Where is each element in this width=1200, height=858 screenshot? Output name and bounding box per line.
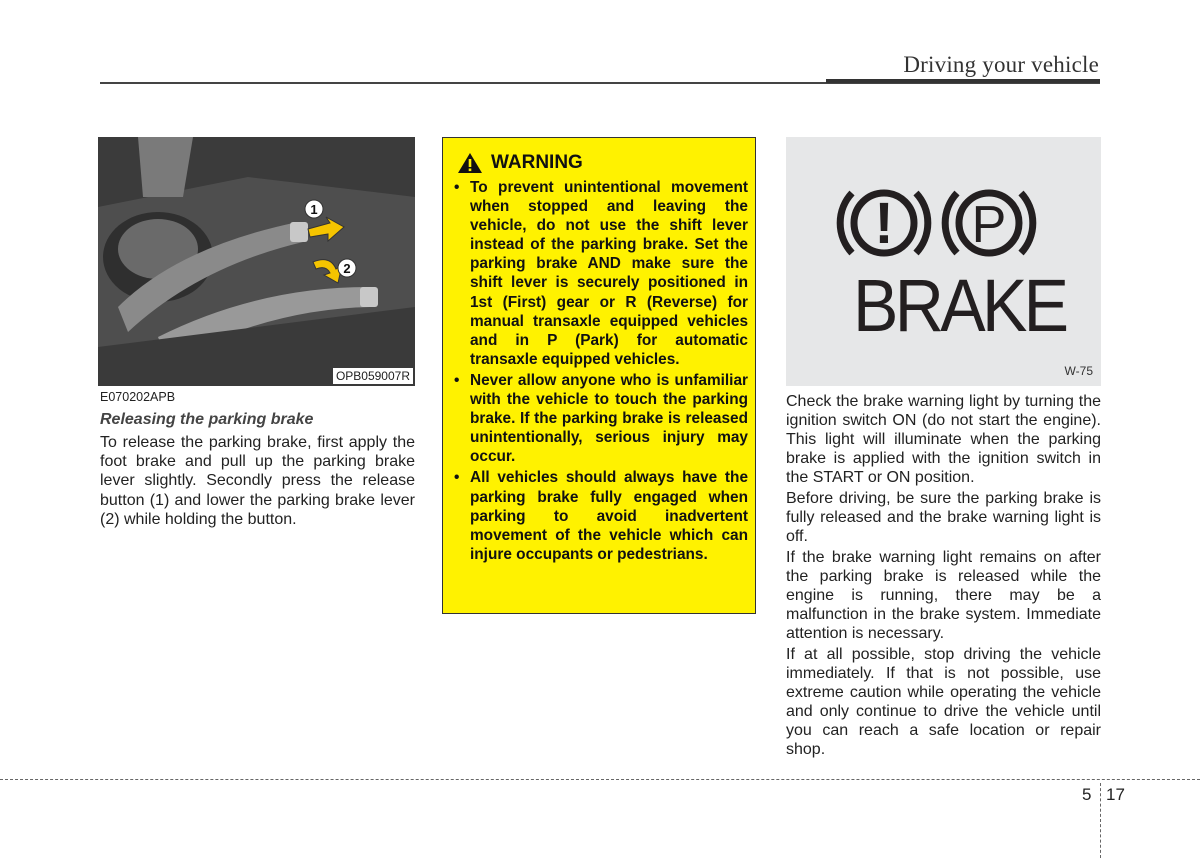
brake-warning-light-panel <box>786 137 1101 386</box>
paragraph: If the brake warning light remains on after the parking brake is released while the engine is running, there may be a malfunction in the brake system. Immediate attention is necessary. <box>786 549 1101 642</box>
warning-item <box>452 371 748 466</box>
section-subheading: Releasing the parking brake <box>100 411 314 428</box>
chapter-number: 5 <box>1082 785 1092 804</box>
parking-brake-photo <box>98 137 415 386</box>
brake-warning-symbol-icon <box>786 137 1101 386</box>
parking-p-icon: P <box>971 196 1007 254</box>
warning-box <box>442 137 756 614</box>
warning-item-text: To prevent unintentional movement when stopped and leaving the vehicle, do not use the shift lever instead of the parking brake. Set the parking brake AND make sure the shift lever is securely positioned in 1st (First) gear or R (Reverse) for manual transaxle equipped vehicles and in P (Park) for automatic transaxle equipped vehicles. <box>470 179 748 368</box>
paragraph: Check the brake warning light by turning the ignition switch ON (do not start the engine). This light will illuminate when the parking brake is applied with the ignition switch in the START or ON position. <box>786 393 1101 486</box>
warning-item-text: All vehicles should always have the parking brake fully engaged when parking to avoid inadvertent movement of the vehicle which can injure occupants or pedestrians. <box>470 469 748 563</box>
warning-title: WARNING <box>491 152 583 173</box>
warning-triangle-icon <box>457 152 483 174</box>
callout-2: 2 <box>343 261 351 276</box>
photo-code: OPB059007R <box>333 368 413 384</box>
brake-image-code: W-75 <box>1064 364 1093 378</box>
bullet-icon: • <box>454 469 460 487</box>
parking-brake-illustration <box>98 137 415 386</box>
bullet-icon: • <box>454 371 460 389</box>
brake-label: BRAKE <box>853 264 1066 347</box>
paragraph: Before driving, be sure the parking brake is fully released and the brake warning light is off. <box>786 490 1101 545</box>
brake-warning-text <box>786 392 1101 761</box>
exclamation-icon: ! <box>874 191 894 256</box>
callout-1: 1 <box>310 202 318 217</box>
warning-item <box>452 178 748 369</box>
warning-item-text: Never allow anyone who is unfamiliar with the vehicle to touch the parking brake. If the parking brake is released unintentionally, serious injury may occur. <box>470 371 748 466</box>
section-code: E070202APB <box>100 390 176 404</box>
page-header-title: Driving your vehicle <box>903 52 1099 77</box>
warning-list <box>452 178 748 566</box>
header-rule-accent <box>826 79 1100 83</box>
page-number: 17 <box>1106 785 1125 804</box>
warning-item <box>452 468 748 563</box>
bullet-icon: • <box>454 179 460 196</box>
warning-heading <box>457 152 583 174</box>
footer-rule <box>0 779 1200 780</box>
release-instructions: To release the parking brake, first apply the foot brake and pull up the parking brake lever slightly. Secondly press the release button (1) and lower the parking brake lever (2) while holding the button. <box>100 434 415 528</box>
page-number-divider <box>1100 783 1101 858</box>
paragraph: If at all possible, stop driving the vehicle immediately. If that is not possible, use extreme caution while operating the vehicle and only continue to drive the vehicle until you can reach a safe location or repair shop. <box>786 646 1101 758</box>
